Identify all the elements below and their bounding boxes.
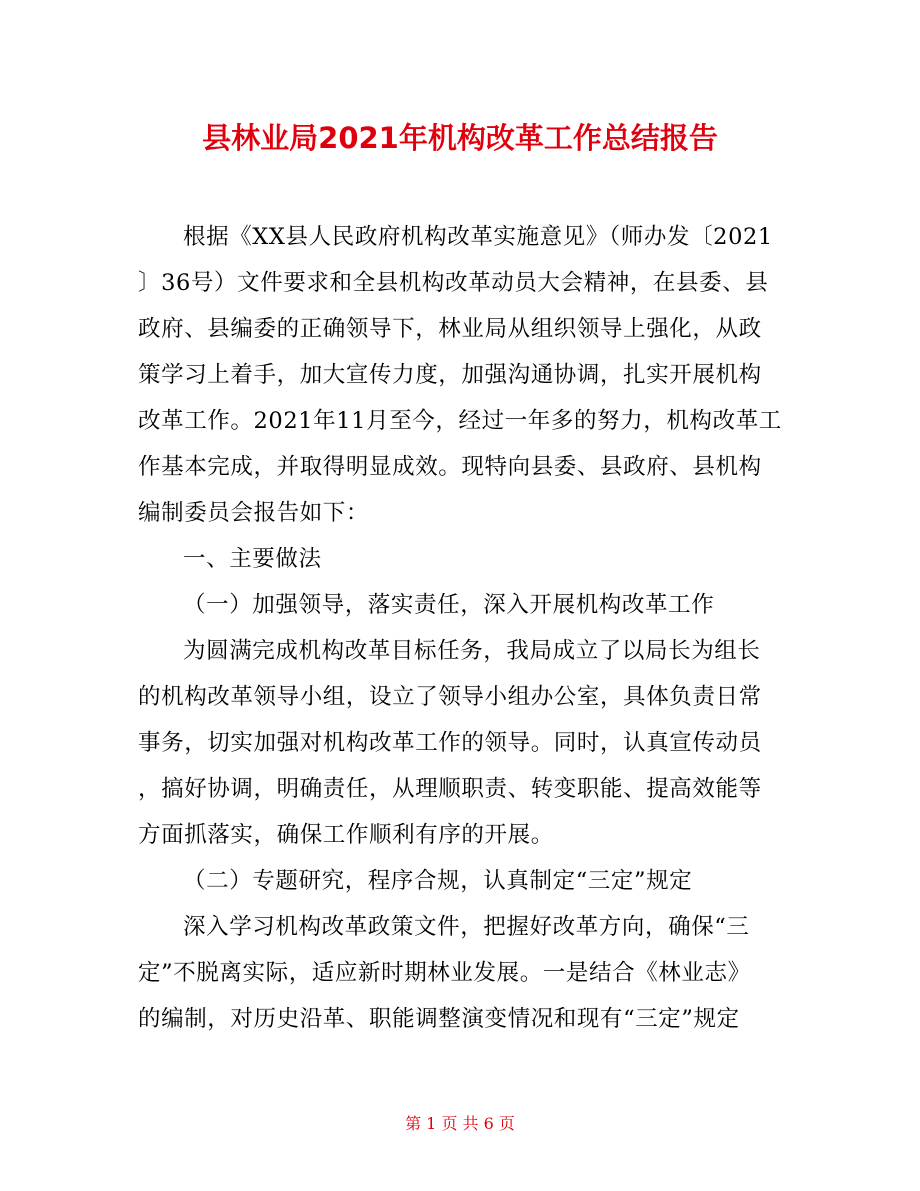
body-line: 定”不脱离实际，适应新时期林业发展。一是结合《林业志》 (138, 960, 751, 986)
body-line: 〕36号）文件要求和全县机构改革动员大会精神，在县委、县 (138, 270, 769, 296)
document-body (138, 214, 786, 1042)
body-line: 的编制，对历史沿革、职能调整演变情况和现有“三定”规定 (138, 1006, 740, 1032)
subsection-heading: （二）专题研究，程序合规，认真制定“三定”规定 (183, 868, 693, 894)
body-line: ，搞好协调，明确责任，从理顺职责、转变职能、提高效能等 (138, 776, 762, 802)
body-line: 政府、县编委的正确领导下，林业局从组织领导上强化，从政 (138, 316, 762, 342)
body-line: 事务，切实加强对机构改革工作的领导。同时，认真宣传动员 (138, 730, 762, 756)
section-heading: 一、主要做法 (183, 546, 322, 572)
subsection-heading: （一）加强领导，落实责任，深入开展机构改革工作 (183, 592, 715, 618)
document-title: 县林业局2021年机构改革工作总结报告 (202, 121, 718, 155)
page-number-footer: 第 1 页 共 6 页 (405, 1114, 515, 1133)
body-line: 编制委员会报告如下： (138, 500, 370, 526)
body-line: 的机构改革领导小组，设立了领导小组办公室，具体负责日常 (138, 684, 762, 710)
body-line: 根据《XX县人民政府机构改革实施意见》（师办发〔2021 (183, 224, 773, 250)
body-line: 方面抓落实，确保工作顺利有序的开展。 (138, 822, 554, 848)
body-line: 改革工作。2021年11月至今，经过一年多的努力，机构改革工 (138, 408, 782, 434)
body-line: 为圆满完成机构改革目标任务，我局成立了以局长为组长 (183, 638, 761, 664)
body-line: 策学习上着手，加大宣传力度，加强沟通协调，扎实开展机构 (138, 362, 762, 388)
body-line: 作基本完成，并取得明显成效。现特向县委、县政府、县机构 (138, 454, 762, 480)
body-line: 深入学习机构改革政策文件，把握好改革方向，确保“三 (183, 914, 750, 940)
